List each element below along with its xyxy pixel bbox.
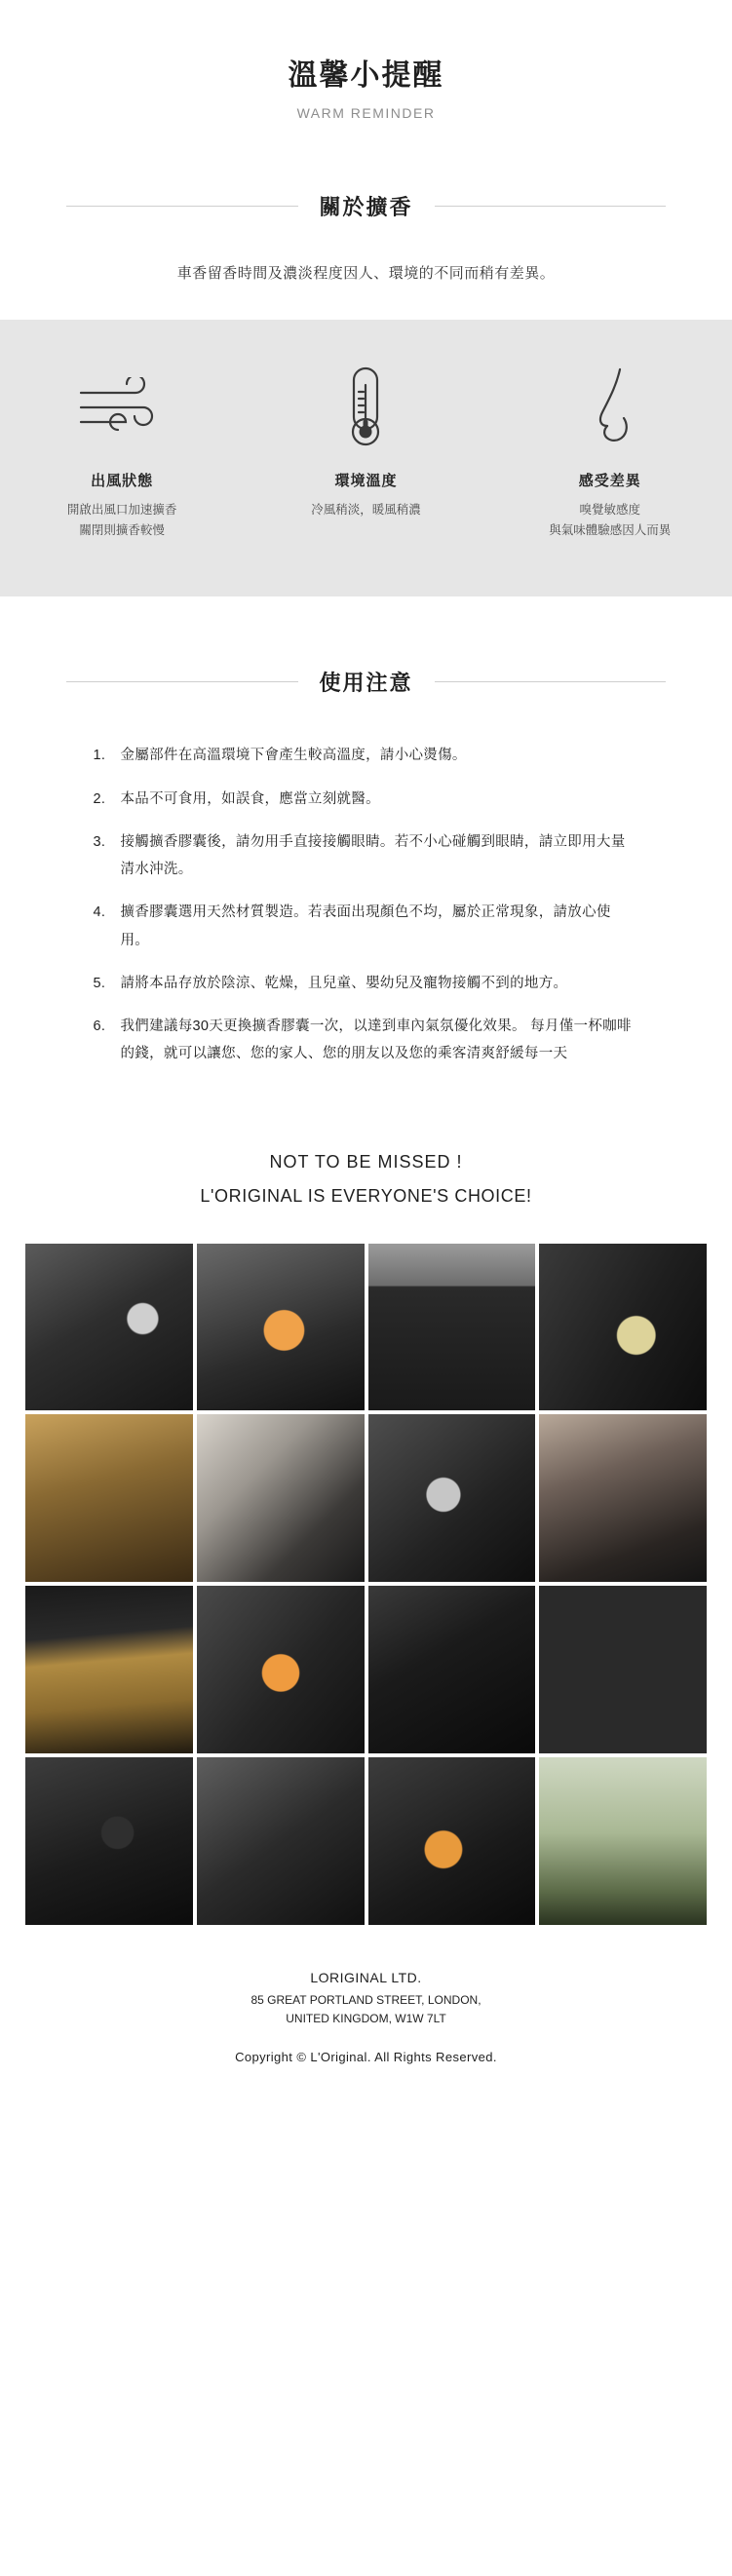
page-footer (0, 1970, 732, 2103)
footer-address-line-2: UNITED KINGDOM, W1W 7LT (286, 2011, 446, 2025)
gallery-image (368, 1757, 536, 1925)
section-label-about: 關於擴香 (319, 195, 413, 219)
list-item (94, 786, 639, 813)
divider-right (435, 206, 667, 207)
list-item-text: 接觸擴香膠囊後，請勿用手直接接觸眼睛。若不小心碰觸到眼睛，請立即用大量清水沖洗。 (120, 833, 626, 878)
section-heading-usage (66, 667, 666, 697)
about-lead-text: 車香留香時間及濃淡程度因人、環境的不同而稍有差異。 (176, 265, 556, 282)
page-header (0, 0, 732, 121)
gallery-image (197, 1757, 365, 1925)
footer-copyright: Copyright © L'Original. All Rights Reserved. (235, 2050, 497, 2065)
gallery-image (368, 1244, 536, 1411)
factor-item-airflow (24, 363, 219, 540)
gallery-image (368, 1414, 536, 1582)
list-item-number: 2. (93, 790, 106, 807)
list-item-text: 本品不可食用，如誤食，應當立刻就醫。 (120, 790, 380, 807)
gallery-image (197, 1586, 365, 1753)
gallery-image (539, 1757, 707, 1925)
factor-desc (513, 500, 708, 540)
divider-left (66, 206, 298, 207)
factor-title: 環境溫度 (334, 473, 398, 489)
list-item-number: 3. (93, 833, 106, 850)
factor-desc-line1: 冷風稍淡，暖風稍濃 (311, 503, 421, 517)
list-item (94, 970, 639, 997)
gallery-image (25, 1244, 193, 1411)
section-heading-about (66, 191, 666, 221)
gallery-image (368, 1586, 536, 1753)
page-title: 溫馨小提醒 (288, 59, 444, 92)
list-item-text: 我們建議每30天更換擴香膠囊一次，以達到車內氣氛優化效果。 每月僅一杯咖啡的錢，就可以讓您、您的家人、您的朋友以及您的乘客清爽舒緩每一天 (120, 1019, 632, 1062)
wind-icon (24, 363, 219, 452)
list-item (94, 1013, 639, 1068)
usage-notes-list (94, 742, 639, 1067)
photo-gallery (25, 1244, 707, 1925)
factor-title: 感受差異 (578, 473, 641, 489)
gallery-image (25, 1586, 193, 1753)
list-item-number: 5. (93, 975, 106, 991)
list-item (94, 899, 639, 954)
gallery-image (25, 1414, 193, 1582)
gallery-image (539, 1244, 707, 1411)
list-item-text: 金屬部件在高溫環境下會產生較高溫度，請小心燙傷。 (120, 748, 467, 764)
list-item (94, 742, 639, 769)
factor-desc (24, 500, 219, 540)
list-item-text: 請將本品存放於陰涼、乾燥，且兒童、嬰幼兒及寵物接觸不到的地方。 (120, 975, 568, 991)
gallery-image (539, 1414, 707, 1582)
gallery-image (197, 1414, 365, 1582)
slogan-line-2: L'ORIGINAL IS EVERYONE'S CHOICE! (200, 1185, 532, 1206)
footer-address-line-1: 85 GREAT PORTLAND STREET, LONDON, (250, 1992, 482, 2007)
section-label-usage: 使用注意 (319, 671, 413, 696)
footer-address (0, 1991, 732, 2028)
list-item-number: 4. (93, 904, 106, 921)
divider-left (66, 681, 298, 682)
slogan-line-1: NOT TO BE MISSED ! (269, 1151, 463, 1172)
gallery-image (197, 1244, 365, 1411)
factor-desc-line2: 與氣味體驗感因人而異 (549, 522, 672, 537)
list-item (94, 828, 639, 884)
factor-desc-line2: 關閉則擴香較慢 (79, 522, 165, 537)
nose-icon (513, 363, 708, 452)
thermometer-icon (268, 363, 463, 452)
slogan-block (0, 1152, 732, 1207)
gallery-image (539, 1586, 707, 1753)
footer-brand: LORIGINAL LTD. (310, 1969, 422, 1985)
list-item-number: 1. (93, 748, 106, 764)
divider-right (435, 681, 667, 682)
page-subtitle: WARM REMINDER (296, 105, 436, 121)
factors-panel (0, 320, 732, 596)
factor-title: 出風狀態 (91, 473, 154, 489)
factor-item-temperature (268, 363, 463, 540)
gallery-image (25, 1757, 193, 1925)
list-item-text: 擴香膠囊選用天然材質製造。若表面出現顏色不均，屬於正常現象，請放心使用。 (120, 904, 611, 948)
factor-desc-line1: 開啟出風口加速擴香 (66, 503, 177, 517)
factor-desc-line1: 嗅覺敏感度 (579, 503, 641, 517)
factor-desc (268, 500, 463, 520)
factor-item-perception (513, 363, 708, 540)
list-item-number: 6. (93, 1019, 106, 1035)
